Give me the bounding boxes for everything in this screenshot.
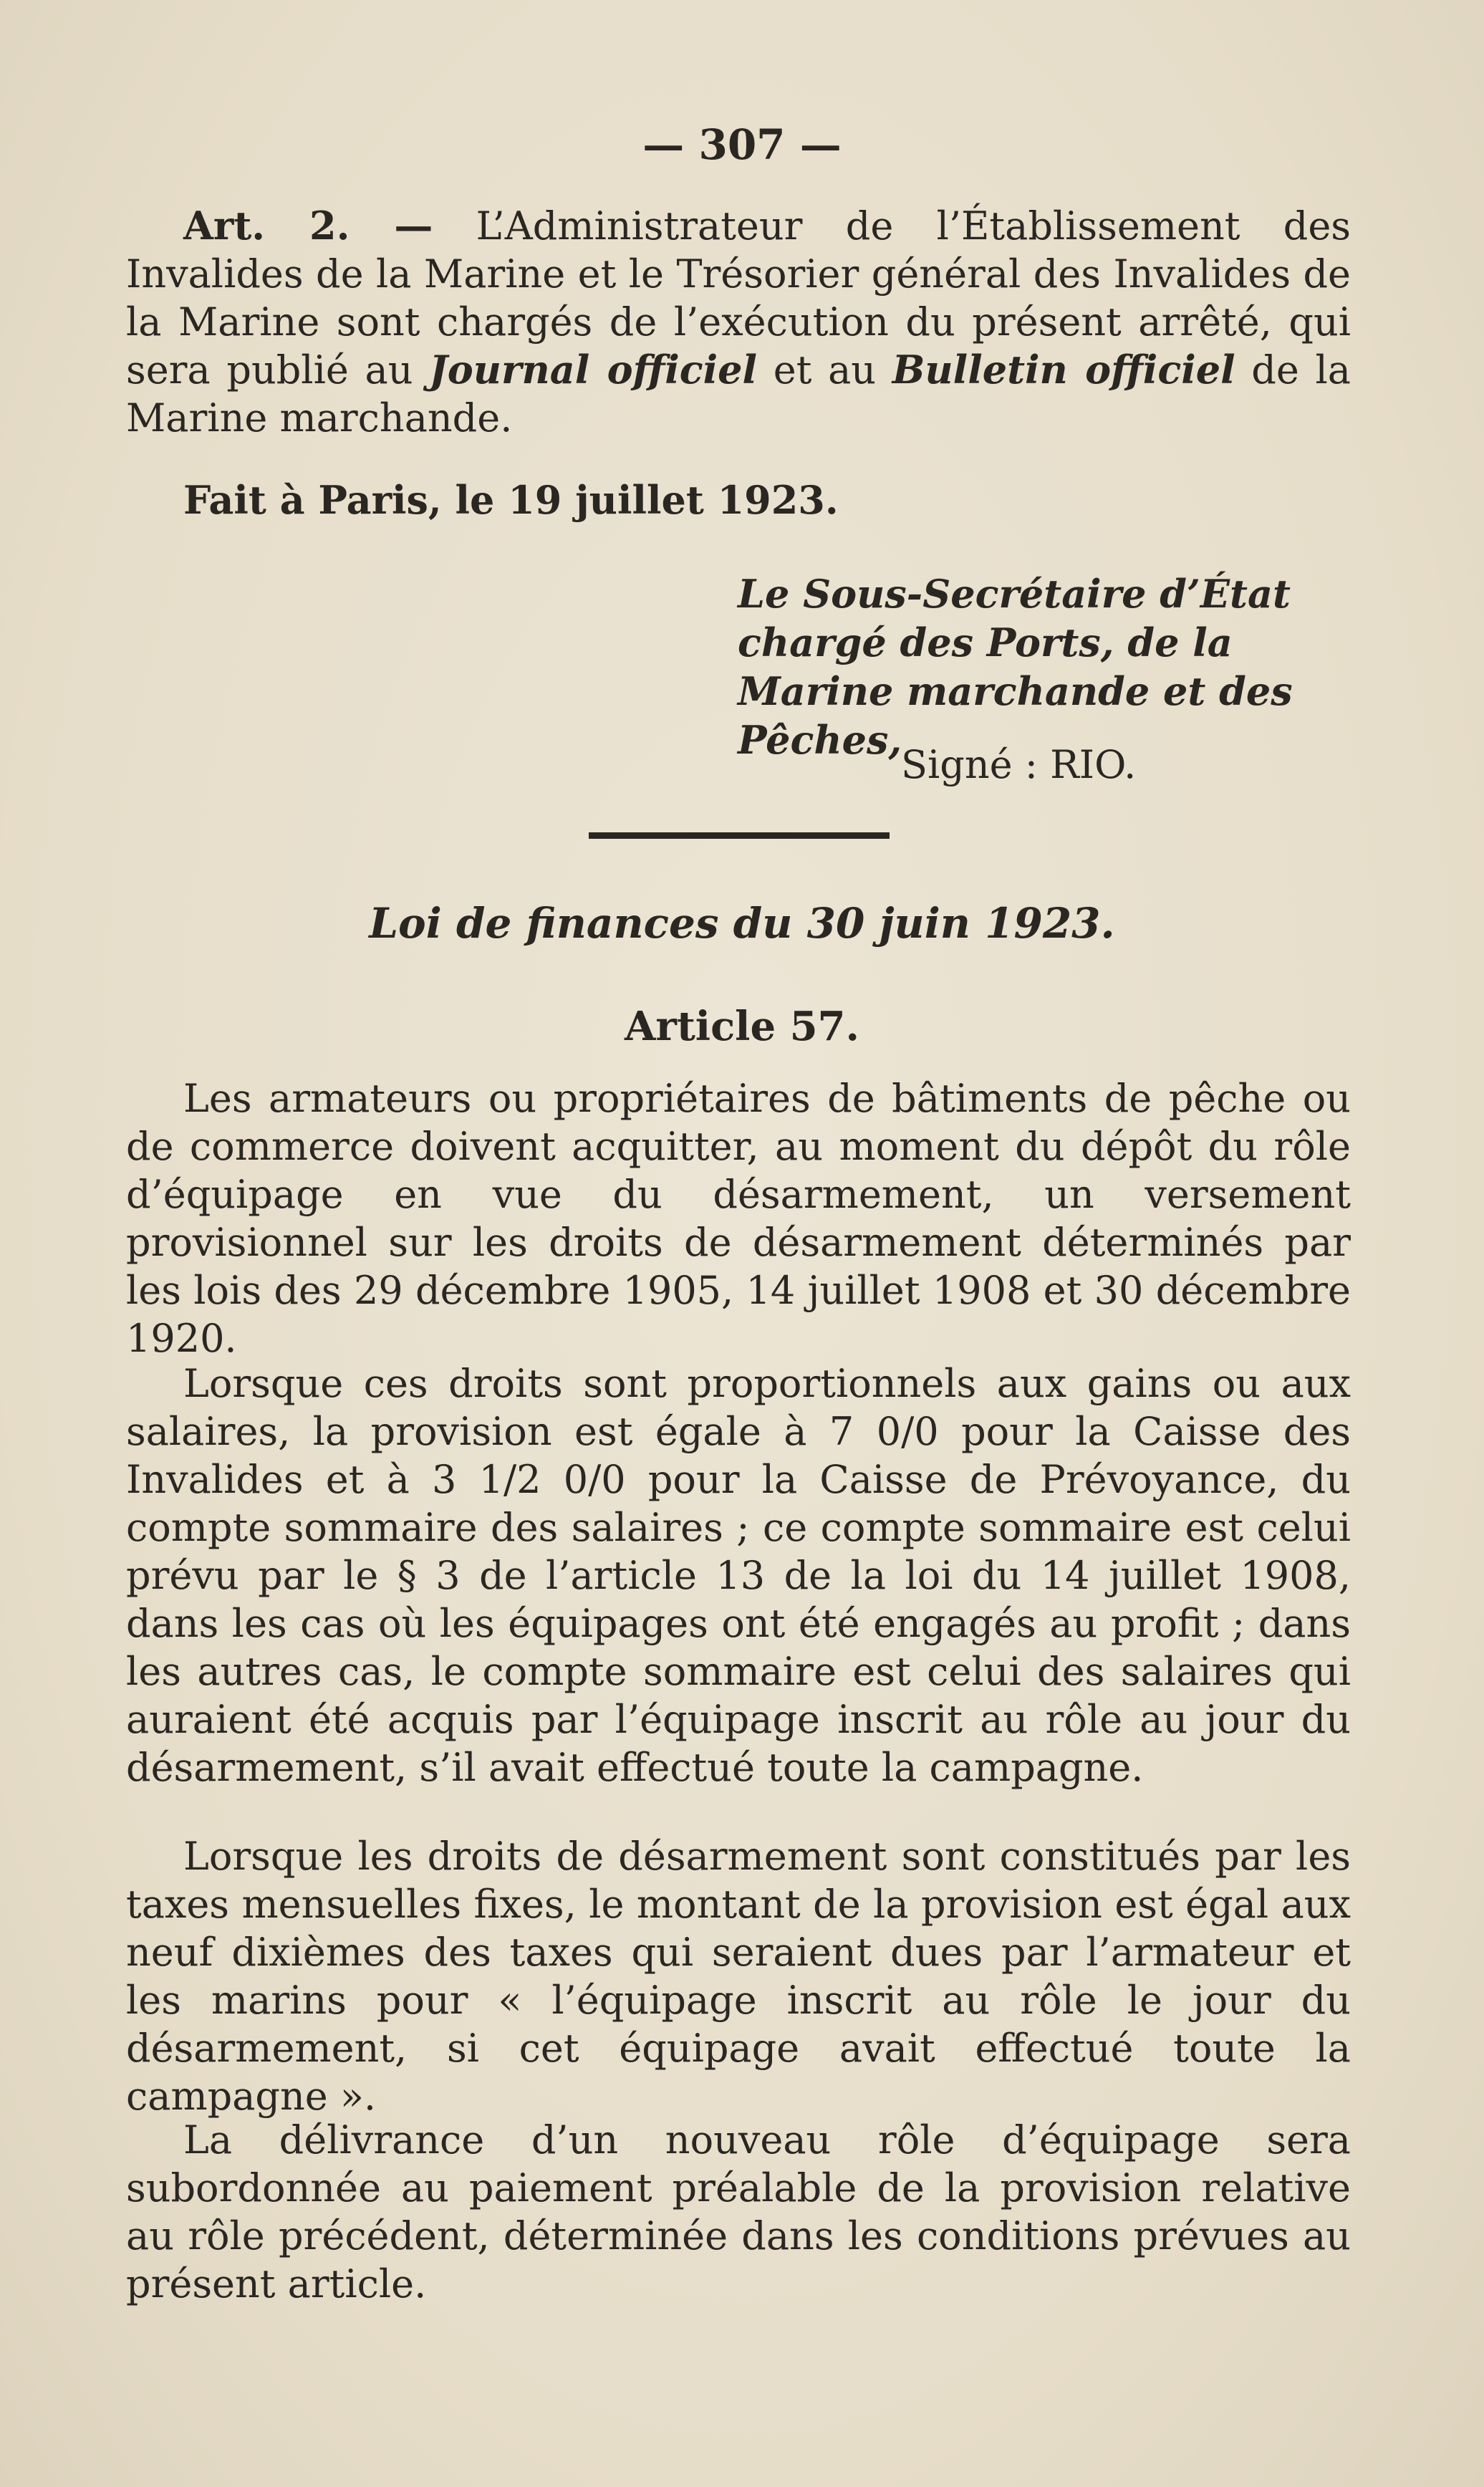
article-2-text-before: L’Administrateur de l’Établissement des Invalides de la Marine et le Trésorier général des Invalides de la Marine sont chargés de l’exécution du présent arrêté, qui sera publié au: [126, 203, 1351, 393]
paragraph-2: Lorsque ces droits sont proportionnels aux gains ou aux salaires, la provision est égale à 7 0/0 pour la Caisse des Invalides et à 3 1/2 0/0 pour la Caisse de Prévoyance, du compte sommaire des salaires ; ce compte sommaire est celui prévu par le § 3 de l’article 13 de la loi du 14 juillet 1908, dans les cas où les équipages ont été engagés au profit ; dans les autres cas, le compte sommaire est celui des salaires qui auraient été acquis par l’équipage inscrit au rôle au jour du désarmement, s’il avait effectué toute la campagne.: [126, 1361, 1351, 1790]
article-heading: Article 57.: [624, 1003, 859, 1050]
article-2-text-after: de la Marine marchande.: [126, 347, 1351, 441]
signature-line: Signé : RIO.: [901, 742, 1137, 787]
journal-officiel-title: Journal officiel: [429, 347, 758, 393]
date-line: Fait à Paris, le 19 juillet 1923.: [183, 477, 839, 523]
bulletin-officiel-title: Bulletin officiel: [892, 347, 1235, 393]
paragraph-3: Lorsque les droits de désarmement sont constitués par les taxes mensuelles fixes, le montant de la provision est égal aux neuf dixièmes des taxes qui seraient dues par l’armateur et les marins pour « l’équipage inscrit au rôle le jour du désarmement, si cet équipage avait effectué toute la campagne ».: [126, 1834, 1351, 2119]
article-2-label: Art. 2. —: [183, 203, 433, 249]
section-divider: [589, 832, 890, 839]
page-number: — 307 —: [642, 120, 842, 169]
article-2-text-mid: et au: [757, 347, 892, 393]
signatory-title: Le Sous-Secrétaire d’État chargé des Ports, de la Marine marchande et des Pêches,: [738, 571, 1293, 763]
article-2-paragraph: [126, 202, 1351, 442]
paragraph-4: La délivrance d’un nouveau rôle d’équipage sera subordonnée au paiement préalable de la provision relative au rôle précédent, déterminée dans les conditions prévues au présent article.: [126, 2117, 1351, 2306]
paragraph-1: Les armateurs ou propriétaires de bâtiments de pêche ou de commerce doivent acquitter, au moment du dépôt du rôle d’équipage en vue du désarmement, un versement provisionnel sur les droits de désarmement déterminés par les lois des 29 décembre 1905, 14 juillet 1908 et 30 décembre 1920.: [126, 1076, 1351, 1361]
law-title: Loi de finances du 30 juin 1923.: [369, 899, 1115, 948]
